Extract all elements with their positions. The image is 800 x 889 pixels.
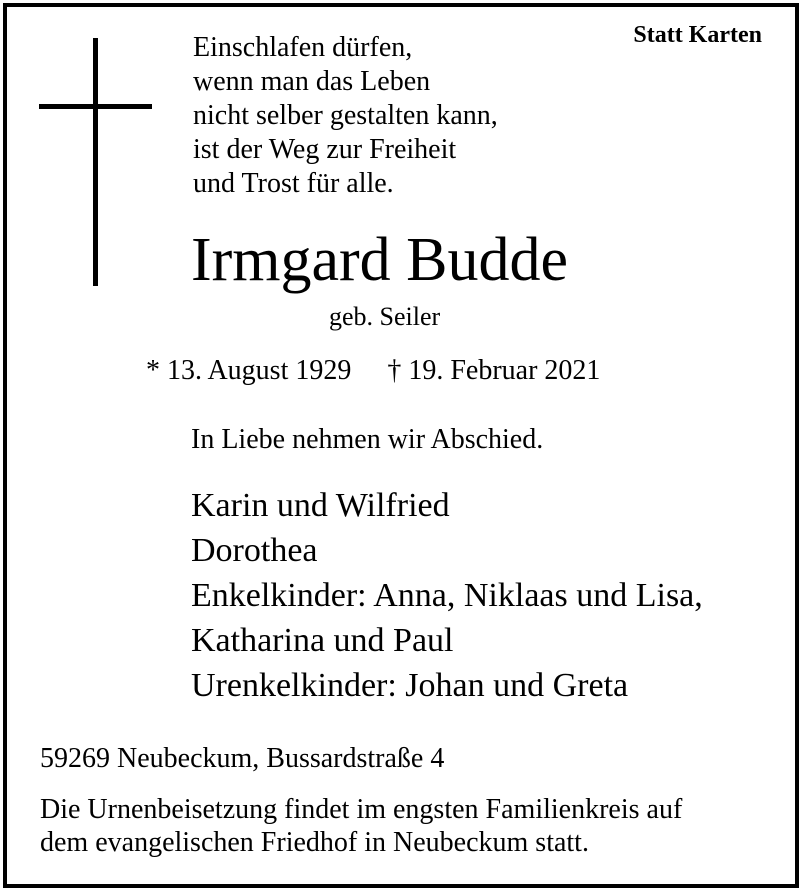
maiden-name: geb. Seiler — [329, 302, 441, 331]
mourner-line: Dorothea — [191, 532, 318, 569]
burial-notice — [40, 793, 682, 859]
deceased-name: Irmgard Budde — [191, 226, 569, 294]
cross-horizontal-bar — [39, 104, 152, 109]
poem-line: Einschlafen dürfen, — [193, 32, 413, 63]
notice-line: dem evangelischen Friedhof in Neubeckum statt. — [40, 827, 589, 858]
death-date: † 19. Februar 2021 — [387, 355, 601, 386]
poem-line: nicht selber gestalten kann, — [193, 100, 498, 131]
mourners-list — [191, 483, 703, 708]
poem — [193, 31, 498, 201]
poem-line: und Trost für alle. — [193, 168, 394, 199]
life-dates — [146, 355, 600, 387]
poem-line: ist der Weg zur Freiheit — [193, 134, 457, 165]
mourner-line: Karin und Wilfried — [191, 487, 450, 524]
poem-line: wenn man das Leben — [193, 66, 431, 97]
mourner-line: Katharina und Paul — [191, 622, 454, 659]
farewell-text: In Liebe nehmen wir Abschied. — [191, 424, 544, 455]
notice-line: Die Urnenbeisetzung findet im engsten Familienkreis auf — [40, 794, 683, 825]
cross-vertical-bar — [93, 38, 98, 286]
mourner-line: Enkelkinder: Anna, Niklaas und Lisa, — [191, 577, 703, 614]
birth-date: * 13. August 1929 — [146, 355, 352, 386]
mourner-line: Urenkelkinder: Johan und Greta — [191, 667, 629, 704]
statt-karten-label: Statt Karten — [633, 22, 762, 48]
address: 59269 Neubeckum, Bussardstraße 4 — [40, 743, 445, 774]
